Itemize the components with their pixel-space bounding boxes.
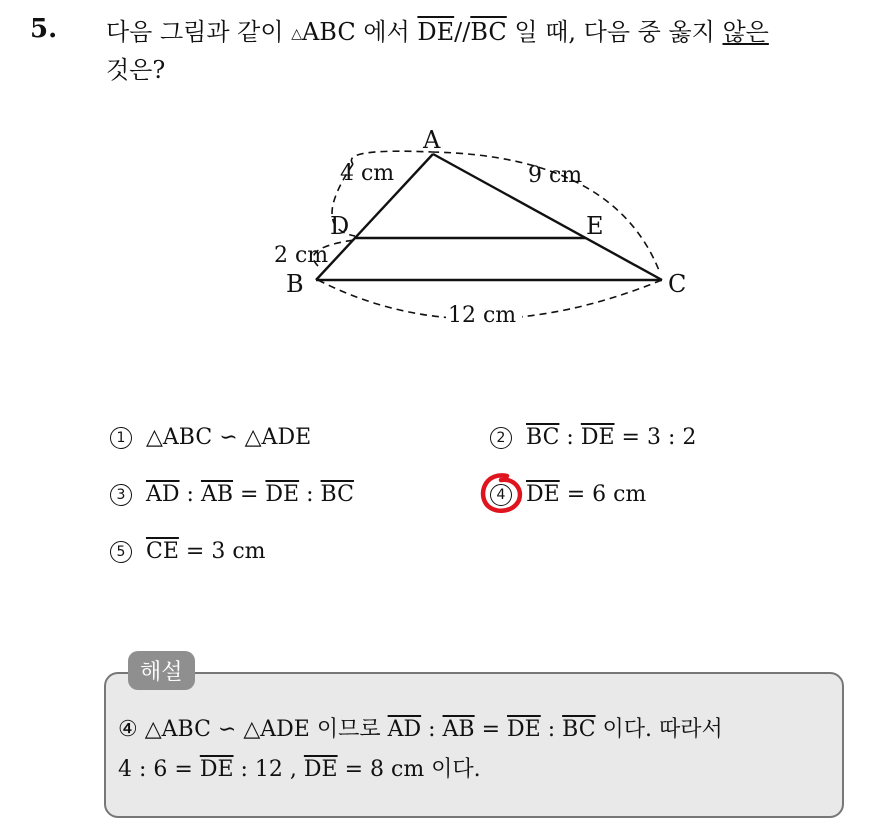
explanation-tag: 해설 xyxy=(128,651,195,690)
segment-de: $\overline{DE}$ xyxy=(417,18,455,46)
choice-text: $\overline{DE} = 6$ cm xyxy=(526,482,647,507)
choice-number: 3 xyxy=(110,484,132,506)
label-e: E xyxy=(586,212,604,240)
explanation-box xyxy=(104,672,844,818)
question-text xyxy=(106,14,866,88)
choice-number: 1 xyxy=(110,427,132,449)
question-text-mid: 에서 xyxy=(355,18,418,46)
triangle-figure xyxy=(250,118,700,338)
parallel-symbol: // xyxy=(454,18,471,46)
triangle-name: ABC xyxy=(301,18,356,46)
question-line2: 것은? xyxy=(106,56,166,84)
question-text-before: 다음 그림과 같이 xyxy=(106,18,292,46)
choice-number: 2 xyxy=(490,427,512,449)
choice-5[interactable] xyxy=(110,539,266,564)
label-d: D xyxy=(330,212,350,240)
choice-1[interactable] xyxy=(110,425,311,450)
choice-text: $\overline{BC}$ : $\overline{DE} = 3$ : 2 xyxy=(526,425,697,450)
choice-text: △ABC ∽ △ADE xyxy=(146,425,312,450)
choice-3[interactable] xyxy=(110,482,354,507)
explanation-line-1: ④ △ABC ∽ △ADE 이므로 $\overline{AD}$ : $\overline{AB} = \overline{DE}$ : $\overline{BC}$ 이다. 따라서 xyxy=(118,717,723,742)
length-bc: 12 cm xyxy=(448,303,517,328)
choice-number: 5 xyxy=(110,541,132,563)
length-ad: 4 cm xyxy=(340,161,395,186)
label-a: A xyxy=(423,126,441,154)
choice-text: $\overline{CE} = 3$ cm xyxy=(146,539,266,564)
answer-circle-mark xyxy=(477,470,525,518)
explanation-line-2: 4 : $6 = \overline{DE}$ : 12 , $\overline{DE} = 8$ cm 이다. xyxy=(118,757,481,782)
underlined-word: 않은 xyxy=(722,18,769,46)
segment-bc: $\overline{BC}$ xyxy=(470,18,507,46)
label-c: C xyxy=(668,270,687,298)
triangle-symbol: △ xyxy=(291,26,302,42)
choice-number: 4 xyxy=(490,484,512,506)
length-db: 2 cm xyxy=(274,243,329,268)
choice-text: $\overline{AD}$ : $\overline{AB} = \overline{DE}$ : $\overline{BC}$ xyxy=(146,482,354,507)
choice-2[interactable] xyxy=(490,425,696,450)
question-number: 5. xyxy=(30,14,58,44)
label-b: B xyxy=(286,270,304,298)
question-text-after: 일 때, 다음 중 옳지 xyxy=(506,18,723,46)
length-ae: 9 cm xyxy=(528,163,583,188)
